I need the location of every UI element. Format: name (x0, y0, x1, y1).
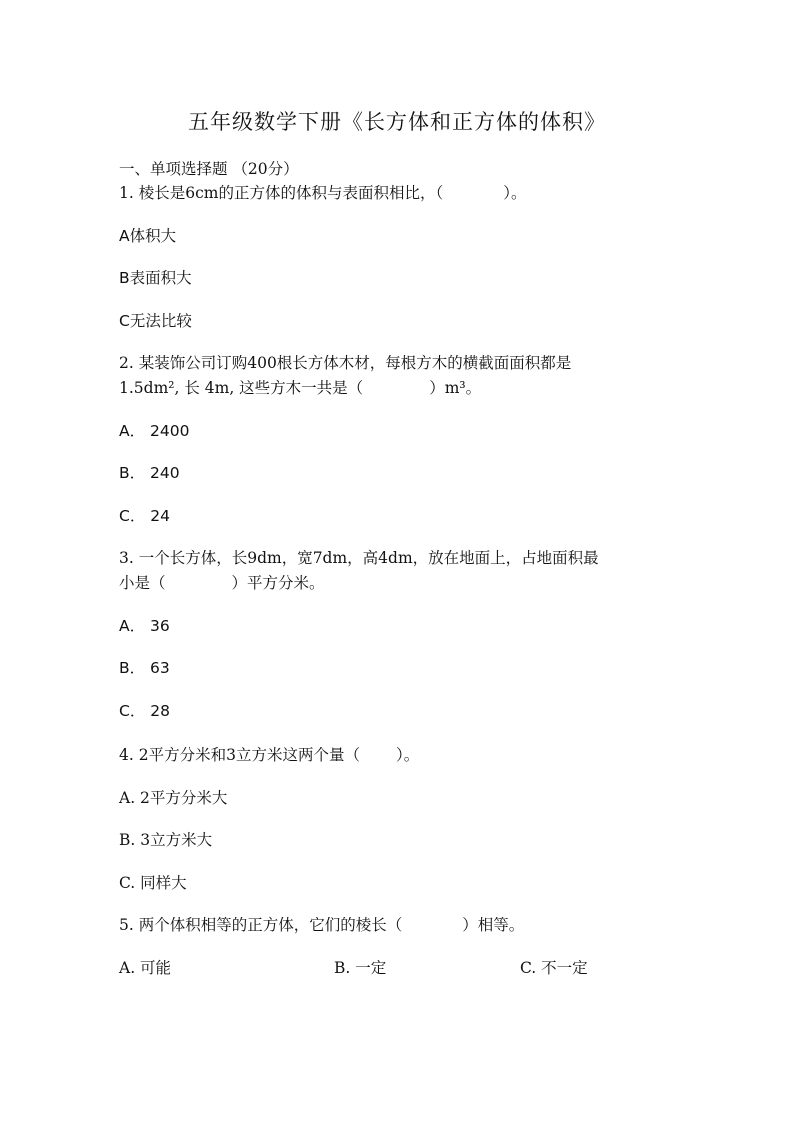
question-1-option-b: B表面积大 (119, 269, 192, 287)
question-1-stem (119, 181, 526, 205)
question-5-text-end: ）相等。 (462, 916, 525, 934)
question-2-option-c: C． 24 (119, 507, 170, 525)
question-4-option-a: A. 2平方分米大 (119, 789, 228, 807)
question-3-option-c: C． 28 (119, 702, 170, 720)
page-title: 五年级数学下册《长方体和正方体的体积》 (188, 110, 606, 134)
question-3-option-b: B． 63 (119, 659, 170, 677)
question-4-option-c: C. 同样大 (119, 874, 187, 892)
question-2-option-a: A． 2400 (119, 422, 190, 440)
question-1-option-a: A体积大 (119, 227, 177, 245)
question-5-option-c: C. 不一定 (520, 959, 588, 977)
question-5-option-a: A. 可能 (119, 959, 172, 977)
question-4-text-end: ）。 (395, 746, 420, 764)
question-4-stem (119, 743, 419, 767)
question-5-option-b: B. 一定 (334, 959, 387, 977)
question-1-text: 1. 棱长是6cm的正方体的体积与表面积相比，（ (119, 184, 444, 202)
question-2-text-end: ）m³。 (429, 379, 482, 397)
question-3-option-a: A． 36 (119, 617, 170, 635)
question-2-stem-line1: 2. 某装饰公司订购400根长方体木材，每根方木的横截面面积都是 (119, 354, 572, 372)
question-3-text-end: ）平方分米。 (231, 574, 325, 592)
question-4-option-b: B. 3立方米大 (119, 831, 213, 849)
question-2-option-b: B． 240 (119, 464, 180, 482)
question-5-stem (119, 913, 524, 937)
question-3-stem-line1: 3. 一个长方体，长9dm，宽7dm，高4dm，放在地面上，占地面积最 (119, 549, 599, 567)
question-1-text-end: ）。 (503, 184, 527, 202)
question-3-text: 小是（ (119, 574, 166, 592)
question-1-option-c: C无法比较 (119, 312, 192, 330)
section-heading: 一、单项选择题 （20分） (119, 160, 299, 178)
question-3-stem-line2 (119, 571, 325, 595)
question-5-text: 5. 两个体积相等的正方体，它们的棱长（ (119, 916, 403, 934)
question-4-text: 4. 2平方分米和3立方米这两个量（ (119, 746, 360, 764)
question-2-stem-line2 (119, 376, 481, 400)
question-2-text: 1.5dm², 长 4m, 这些方木一共是（ (119, 379, 364, 397)
